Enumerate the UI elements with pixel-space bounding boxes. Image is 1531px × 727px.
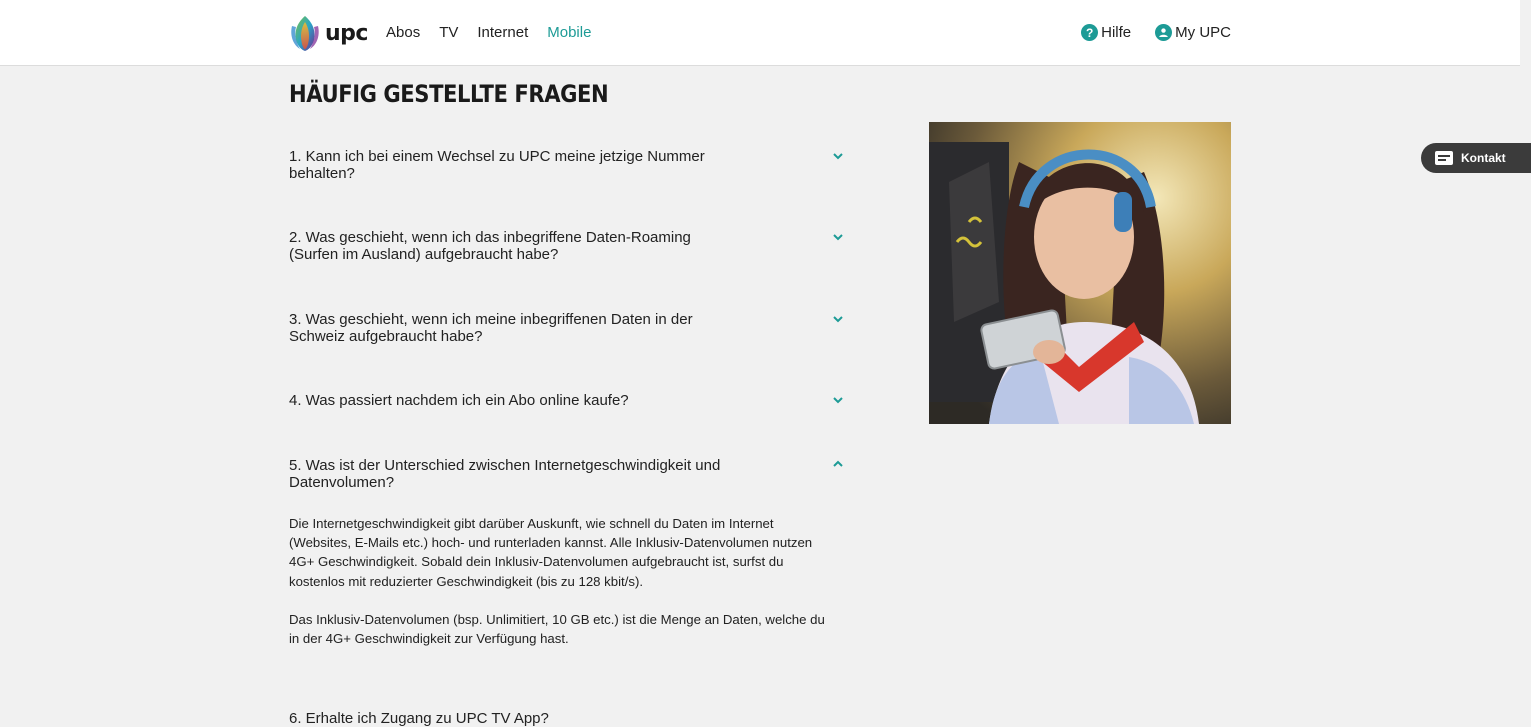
- utility-nav: [1057, 24, 1231, 41]
- upc-logo[interactable]: [288, 14, 366, 52]
- faq-question[interactable]: 5. Was ist der Unterschied zwischen Internetgeschwindigkeit und Datenvolumen?: [289, 457, 721, 491]
- faq-question[interactable]: 3. Was geschieht, wenn ich meine inbegriffenen Daten in der Schweiz aufgebraucht habe?: [289, 311, 693, 345]
- my-upc-link[interactable]: [1155, 24, 1231, 41]
- faq-question[interactable]: 4. Was passiert nachdem ich ein Abo online kaufe?: [289, 392, 629, 409]
- top-navigation-bar: [0, 0, 1520, 66]
- chevron-down-icon[interactable]: [831, 230, 845, 244]
- contact-label: Kontakt: [1461, 151, 1506, 165]
- page-title: HÄUFIG GESTELLTE FRAGEN: [289, 80, 609, 108]
- faq-question[interactable]: 2. Was geschieht, wenn ich das inbegriffene Daten-Roaming (Surfen im Ausland) aufgebraucht habe?: [289, 229, 691, 263]
- faq-question[interactable]: 1. Kann ich bei einem Wechsel zu UPC meine jetzige Nummer behalten?: [289, 148, 705, 182]
- help-circle-icon: ?: [1081, 24, 1098, 41]
- chevron-down-icon[interactable]: [831, 312, 845, 326]
- help-label: Hilfe: [1101, 24, 1132, 41]
- help-link[interactable]: [1081, 24, 1131, 41]
- faq-item-6-cutoff[interactable]: 6. Erhalte ich Zugang zu UPC TV App?: [289, 710, 549, 727]
- nav-item-mobile[interactable]: Mobile: [547, 24, 592, 41]
- logo-wordmark: upc: [325, 20, 368, 46]
- chevron-down-icon[interactable]: [831, 149, 845, 163]
- account-circle-icon: [1155, 24, 1172, 41]
- faq-item-1[interactable]: [289, 148, 845, 182]
- chevron-down-icon[interactable]: [831, 393, 845, 407]
- my-upc-label: My UPC: [1175, 24, 1231, 41]
- faq-item-5[interactable]: [289, 457, 845, 491]
- faq-item-4[interactable]: [289, 392, 845, 409]
- upc-logo-icon: [288, 14, 322, 52]
- nav-item-tv[interactable]: TV: [439, 24, 459, 41]
- nav-item-abos[interactable]: Abos: [386, 24, 421, 41]
- answer-paragraph: Das Inklusiv-Datenvolumen (bsp. Unlimitiert, 10 GB etc.) ist die Menge an Daten, welche du in der 4G+ Geschwindigkeit zur Verfügung hast.: [289, 611, 825, 647]
- faq-item-2[interactable]: [289, 229, 845, 263]
- nav-item-internet[interactable]: Internet: [477, 24, 529, 41]
- answer-paragraph: Die Internetgeschwindigkeit gibt darüber Auskunft, wie schnell du Daten im Internet (Websites, E-Mails etc.) hoch- und runterladen kannst. Alle Inklusiv-Datenvolumen nutzen 4G+ Geschwindigkeit. Sobald dein Inklusiv-Datenvolumen aufgebraucht ist, surfst du kostenlos mit reduzierter Geschwindigkeit (bis zu 128 kbit/s).: [289, 516, 813, 589]
- main-nav: [386, 24, 610, 41]
- faq-item-3[interactable]: [289, 311, 845, 345]
- contact-button[interactable]: [1421, 143, 1531, 173]
- chevron-up-icon[interactable]: [831, 457, 845, 471]
- teaser-photo: [929, 122, 1231, 424]
- chat-bubble-icon: [1435, 151, 1453, 165]
- faq-answer: [289, 514, 834, 667]
- woman-with-headphones-illustration: [929, 122, 1231, 424]
